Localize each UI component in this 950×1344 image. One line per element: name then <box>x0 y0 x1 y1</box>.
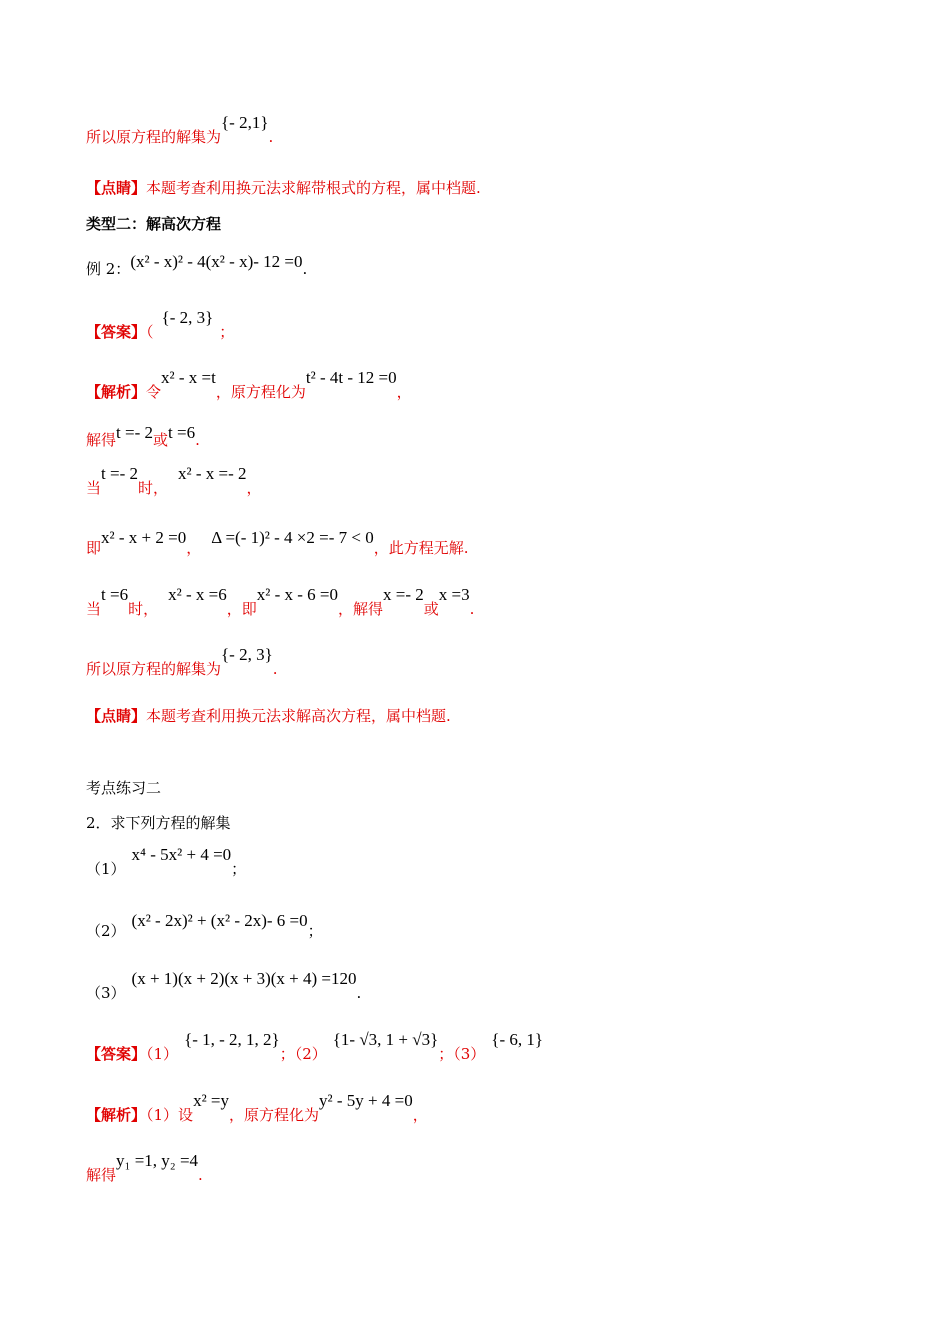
math-expression: t =6 <box>101 585 129 604</box>
answer-line-1: 【答案】（{- 2, 3}； <box>86 308 235 341</box>
math-expression: (x + 1)(x + 2)(x + 3)(x + 4) =120 <box>131 969 357 988</box>
exercise-2-part-1: （1）x⁴ - 5x² + 4 =0； <box>86 845 247 878</box>
analysis-line-4: 即x² - x + 2 =0，Δ =(- 1)² - 4 ×2 =- 7 < 0，此方程无解. <box>86 528 469 557</box>
analysis-line-3: 当t =- 2时，x² - x =- 2， <box>86 464 262 497</box>
math-expression: {- 1, - 2, 1, 2} <box>184 1030 280 1049</box>
math-expression: {- 2,1} <box>221 113 269 132</box>
math-expression: Δ =(- 1)² - 4 ×2 =- 7 < 0 <box>211 528 374 547</box>
math-expression: {1- √3, 1 + √3} <box>332 1030 439 1049</box>
math-expression: {- 6, 1} <box>491 1030 544 1049</box>
math-expression: x⁴ - 5x² + 4 =0 <box>131 845 232 864</box>
math-expression: x =3 <box>438 585 470 604</box>
math-expression: (x² - 2x)² + (x² - 2x)- 6 =0 <box>131 911 308 930</box>
math-expression: {- 2, 3} <box>161 308 214 327</box>
analysis-line-7: 解得y₁ =1, y₂ =4. <box>86 1151 203 1184</box>
example-2-line: 例 2：(x² - x)² - 4(x² - x)- 12 =0. <box>86 252 308 278</box>
math-expression: x² - x + 2 =0 <box>101 528 187 547</box>
math-expression: x² - x =t <box>161 368 216 387</box>
analysis-line-2: 解得t =- 2或t =6. <box>86 423 200 449</box>
math-expression: x² - x - 6 =0 <box>256 585 338 604</box>
solution-set-line-1: 所以原方程的解集为{- 2,1}. <box>86 113 274 146</box>
comment-line-1: 【点睛】本题考查利用换元法求解带根式的方程，属中档题. <box>86 179 481 197</box>
math-expression: y₁ =1, y₂ =4 <box>116 1151 199 1170</box>
math-expression: x² - x =- 2 <box>178 464 247 483</box>
analysis-line-1: 【解析】令x² - x =t，原方程化为t² - 4t - 12 =0， <box>86 368 412 401</box>
math-expression: t =- 2 <box>116 423 153 442</box>
exercise-2-prompt: 2．求下列方程的解集 <box>86 814 231 832</box>
math-expression: x² - x =6 <box>168 585 227 604</box>
math-expression: t² - 4t - 12 =0 <box>305 368 397 387</box>
math-expression: (x² - x)² - 4(x² - x)- 12 =0 <box>130 252 303 271</box>
math-expression: y² - 5y + 4 =0 <box>319 1091 413 1110</box>
analysis-line-5: 当t =6时，x² - x =6，即x² - x - 6 =0，解得x =- 2或x =3. <box>86 585 475 618</box>
section-heading: 类型二：解高次方程 <box>86 215 222 233</box>
practice-heading: 考点练习二 <box>86 779 162 797</box>
math-expression: t =- 2 <box>101 464 138 483</box>
math-expression: x =- 2 <box>383 585 424 604</box>
comment-line-2: 【点睛】本题考查利用换元法求解高次方程，属中档题. <box>86 707 451 725</box>
exercise-2-part-3: （3）(x + 1)(x + 2)(x + 3)(x + 4) =120. <box>86 969 362 1002</box>
math-expression: t =6 <box>168 423 196 442</box>
solution-set-line-2: 所以原方程的解集为{- 2, 3}. <box>86 645 278 678</box>
analysis-line-6: 【解析】（1）设x² =y，原方程化为y² - 5y + 4 =0， <box>86 1091 428 1124</box>
exercise-2-part-2: （2）(x² - 2x)² + (x² - 2x)- 6 =0； <box>86 911 323 940</box>
math-expression: {- 2, 3} <box>221 645 273 664</box>
math-expression: x² =y <box>193 1091 229 1110</box>
answer-line-2: 【答案】（1）{- 1, - 2, 1, 2}；（2）{1- √3, 1 + √3}；（3）{- 6, 1} <box>86 1030 544 1063</box>
